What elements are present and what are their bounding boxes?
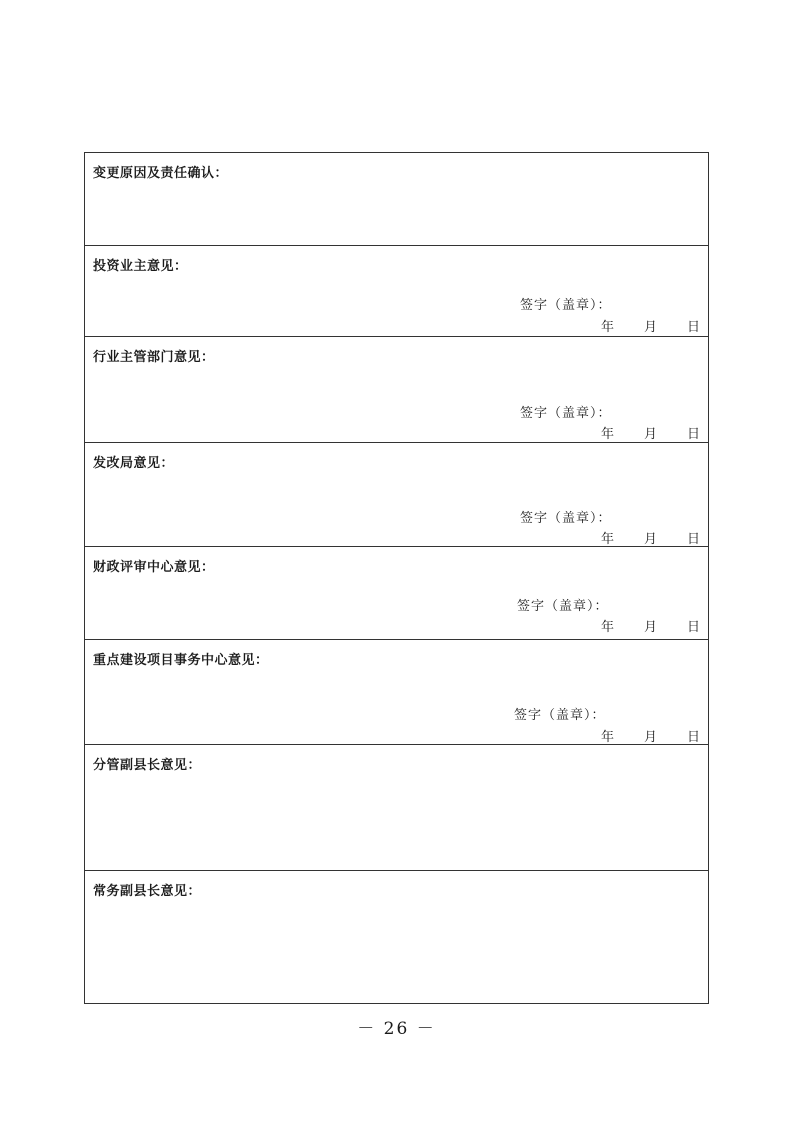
day-label: 日 [686, 730, 700, 745]
year-label: 年 [600, 320, 614, 335]
approval-form-table [84, 152, 709, 1004]
signature-label: 签字（盖章）： [520, 298, 612, 313]
year-label: 年 [600, 620, 614, 635]
form-row-industry-dept-opinion [85, 337, 708, 443]
signature-label: 签字（盖章）： [514, 708, 606, 723]
page-number: － 26 － [357, 1019, 436, 1039]
year-label: 年 [600, 730, 614, 745]
row-label: 重点建设项目事务中心意见： [93, 653, 269, 668]
row-label: 变更原因及责任确认： [93, 166, 229, 181]
signature-label: 签字（盖章）： [517, 599, 609, 614]
day-label: 日 [686, 620, 700, 635]
date-line [601, 616, 700, 635]
row-label: 投资业主意见： [93, 259, 188, 274]
signature-label: 签字（盖章）： [520, 406, 612, 421]
row-label: 发改局意见： [93, 456, 175, 471]
form-row-finance-review-opinion [85, 547, 708, 640]
form-row-investor-opinion [85, 246, 708, 337]
month-label: 月 [643, 532, 657, 547]
signature-label: 签字（盖章）： [520, 511, 612, 526]
row-label: 分管副县长意见： [93, 758, 202, 773]
date-line [601, 528, 700, 547]
month-label: 月 [643, 730, 657, 745]
month-label: 月 [643, 320, 657, 335]
row-label: 行业主管部门意见： [93, 350, 215, 365]
form-row-development-bureau-opinion [85, 443, 708, 547]
form-row-deputy-county-head-opinion [85, 745, 708, 871]
form-row-executive-deputy-county-head-opinion [85, 871, 708, 1003]
year-label: 年 [600, 427, 614, 442]
month-label: 月 [643, 620, 657, 635]
date-line [601, 423, 700, 442]
day-label: 日 [686, 427, 700, 442]
row-label: 财政评审中心意见： [93, 560, 215, 575]
date-line [601, 316, 700, 335]
month-label: 月 [643, 427, 657, 442]
row-label: 常务副县长意见： [93, 884, 202, 899]
year-label: 年 [600, 532, 614, 547]
day-label: 日 [686, 532, 700, 547]
date-line [601, 726, 700, 745]
form-row-change-reason [85, 153, 708, 246]
day-label: 日 [686, 320, 700, 335]
form-row-key-project-center-opinion [85, 640, 708, 745]
